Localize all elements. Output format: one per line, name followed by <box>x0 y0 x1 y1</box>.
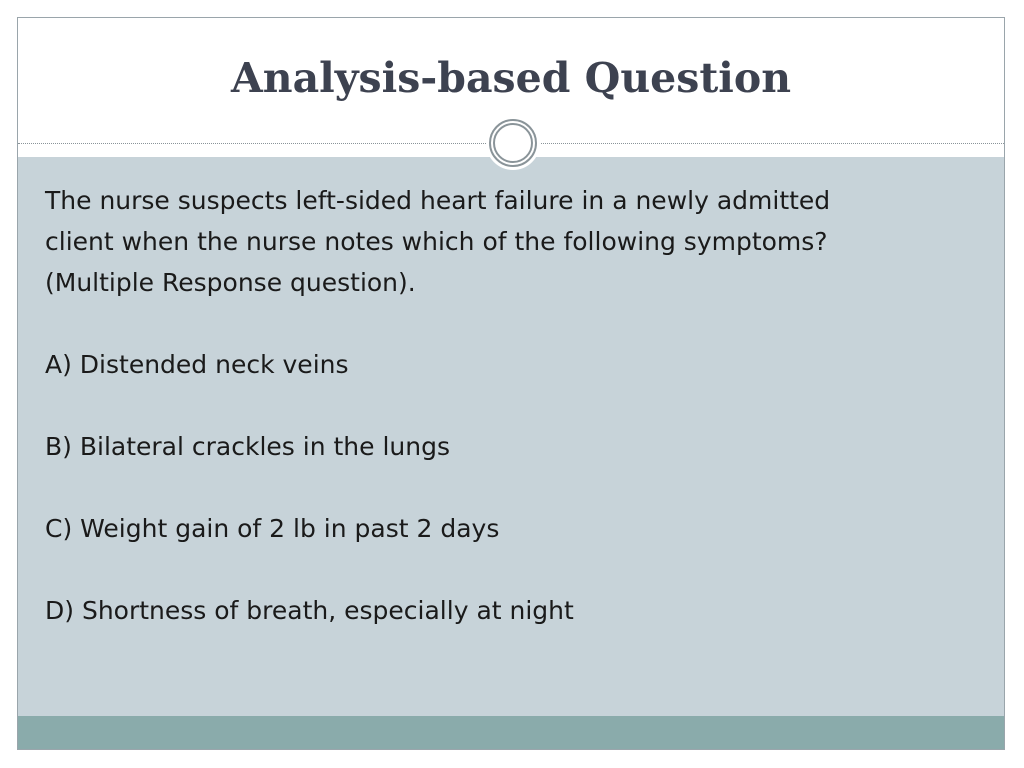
answer-option-d: D) Shortness of breath, especially at night <box>45 596 574 625</box>
slide-title: Analysis-based Question <box>230 54 792 102</box>
question-line: client when the nurse notes which of the following symptoms? <box>45 227 828 256</box>
question-line: (Multiple Response question). <box>45 268 416 297</box>
answer-option-c: C) Weight gain of 2 lb in past 2 days <box>45 514 500 543</box>
question-line: The nurse suspects left-sided heart failure in a newly admitted <box>45 186 831 215</box>
spacer <box>45 385 985 426</box>
answer-option-a: A) Distended neck veins <box>45 350 349 379</box>
slide <box>17 17 1005 750</box>
bottom-band <box>18 716 1004 750</box>
question-body <box>45 180 985 631</box>
spacer <box>45 467 985 508</box>
circle-ornament-inner-ring <box>493 123 533 163</box>
spacer <box>45 303 985 344</box>
spacer <box>45 549 985 590</box>
answer-option-b: B) Bilateral crackles in the lungs <box>45 432 450 461</box>
